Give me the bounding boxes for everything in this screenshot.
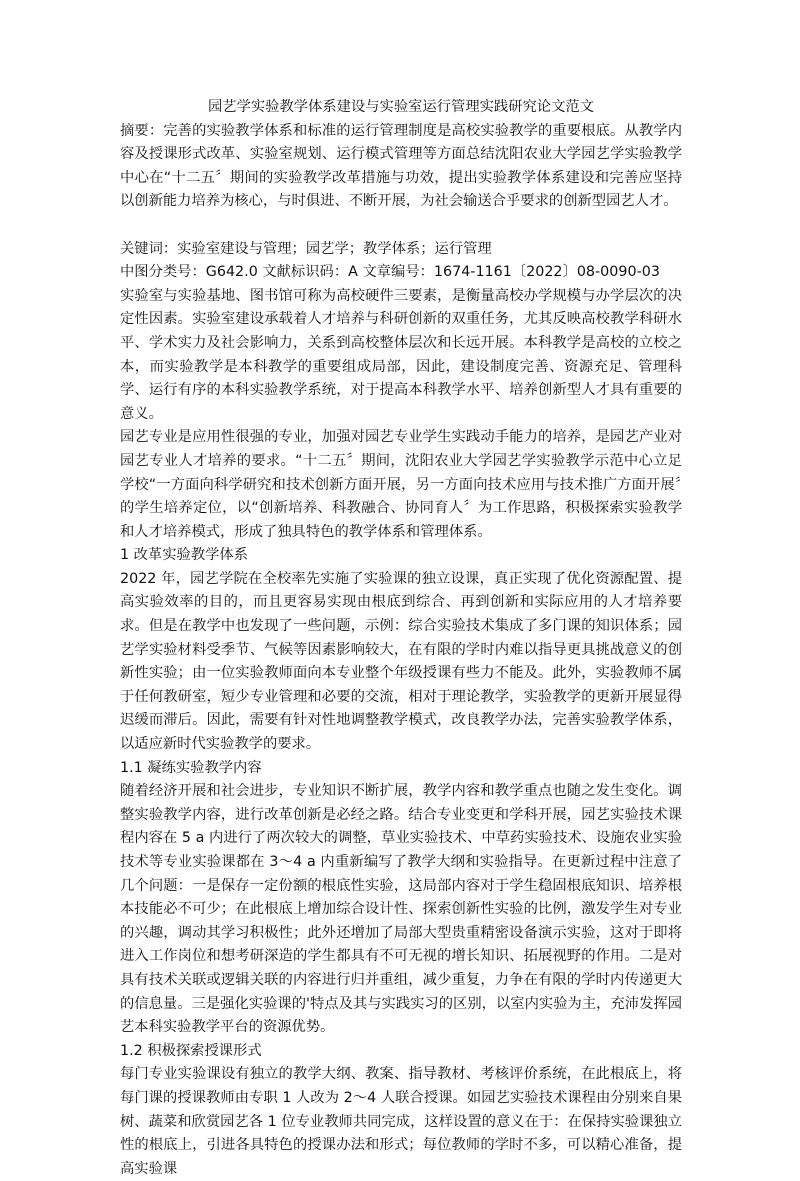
body-paragraph: 随着经济开展和社会进步，专业知识不断扩展，教学内容和教学重点也随之发生变化。调整实验教学内容，进行改革创新是必经之路。结合专业变更和学科开展，园艺实验技术课程内容在 5 a 内进行了两次较大的调整，草业实验技术、中草药实验技术、设施农业实验技术等专业实验课都在 3～4 a 内重新编写了教学大纲和实验指导。在更新过程中注意了几个问题：一是保存一定份额的根底性实验，这局部内容对于学生稳固根底知识、培养根本技能必不可少；在此根底上增加综合设计性、探索创新性实验的比例，激发学生对专业的兴趣，调动其学习积极性；此外还增加了局部大型贵重精密设备演示实验，这对于即将进入工作岗位和想考研深造的学生都具有不可无视的增长知识、拓展视野的作用。二是对具有技术关联或逻辑关联的内容进行归并重组，减少重复，力争在有限的学时内传递更大的信息量。三是强化实验课的'特点及其与实践实习的区别，以室内实验为主，充沛发挥园艺本科实验教学平台的资源优势。 (120, 783, 682, 1036)
abstract-paragraph: 摘要：完善的实验教学体系和标准的运行管理制度是高校实验教学的重要根底。从教学内容及授课形式改革、实验室规划、运行模式管理等方面总结沈阳农业大学园艺学实验教学中心在“十二五〞期间的实验教学改革措施与功效，提出实验教学体系建设和完善应坚持以创新能力培养为核心，与时俱进、不断开展，为社会输送合乎要求的创新型园艺人才。 (120, 122, 682, 210)
body-paragraph: 2022 年，园艺学院在全校率先实施了实验课的独立设课，真正实现了优化资源配置、提高实验效率的目的，而且更容易实现由根底到综合、再到创新和实际应用的人才培养要求。但是在教学中也发现了一些问题，示例：综合实验技术集成了多门课的知识体系；园艺学实验材料受季节、气候等因素影响较大，在有限的学时内难以指导更具挑战意义的创新性实验；由一位实验教师面向本专业整个年级授课有些力不能及。此外，实验教师不属于任何教研室，短少专业管理和必要的交流，相对于理论教学，实验教学的更新开展显得迟缓而滞后。因此，需要有针对性地调整教学模式，改良教学办法，完善实验教学体系，以适应新时代实验教学的要求。 (120, 570, 682, 753)
body-paragraph: 实验室与实验基地、图书馆可称为高校硬件三要素，是衡量高校办学规模与办学层次的决定性因素。实验室建设承载着人才培养与科研创新的双重任务，尤其反映高校教学科研水平、学术实力及社会影响力，关系到高校整体层次和长远开展。本科教学是高校的立校之本，而实验教学是本科教学的重要组成局部，因此，建设制度完善、资源充足、管理科学、运行有序的本科实验教学系统，对于提高本科教学水平、培养创新型人才具有重要的意义。 (120, 287, 682, 422)
keywords-line: 关键词：实验室建设与管理；园艺学；教学体系；运行管理 (120, 240, 492, 257)
subsection-heading: 1.2 积极探索授课形式 (120, 1042, 262, 1059)
section-heading: 1 改革实验教学体系 (120, 547, 249, 564)
classification-line: 中图分类号：G642.0 文献标识码：A 文章编号：1674-1161〔2022〕08-0090-03 (120, 264, 660, 281)
subsection-heading: 1.1 凝练实验教学内容 (120, 759, 262, 776)
body-paragraph: 园艺专业是应用性很强的专业，加强对园艺专业学生实践动手能力的培养，是园艺产业对园艺专业人才培养的要求。“十二五〞期间，沈阳农业大学园艺学实验教学示范中心立足学校“一方面向科学研究和技术创新方面开展，另一方面向技术应用与技术推广方面开展〞的学生培养定位，以“创新培养、科教融合、协同育人〞为工作思路，积极探索实验教学和人才培养模式，形成了独具特色的教学体系和管理体系。 (120, 429, 682, 540)
blank-line (120, 214, 682, 238)
page-title: 园艺学实验教学体系建设与实验室运行管理实践研究论文范文 (207, 99, 594, 115)
body-paragraph: 每门专业实验课设有独立的教学大纲、教案、指导教材、考核评价系统，在此根底上，将每门课的授课教师由专职 1 人改为 2～4 人联合授课。如园艺实验技术课程由分别来自果树、蔬菜和欣赏园艺各 1 位专业教师共同完成，这样设置的意义在于：在保持实验课独立性的根底上，引进各具特色的授课办法和形式；每位教师的学时不多，可以精心准备，提高实验课 (120, 1066, 682, 1177)
